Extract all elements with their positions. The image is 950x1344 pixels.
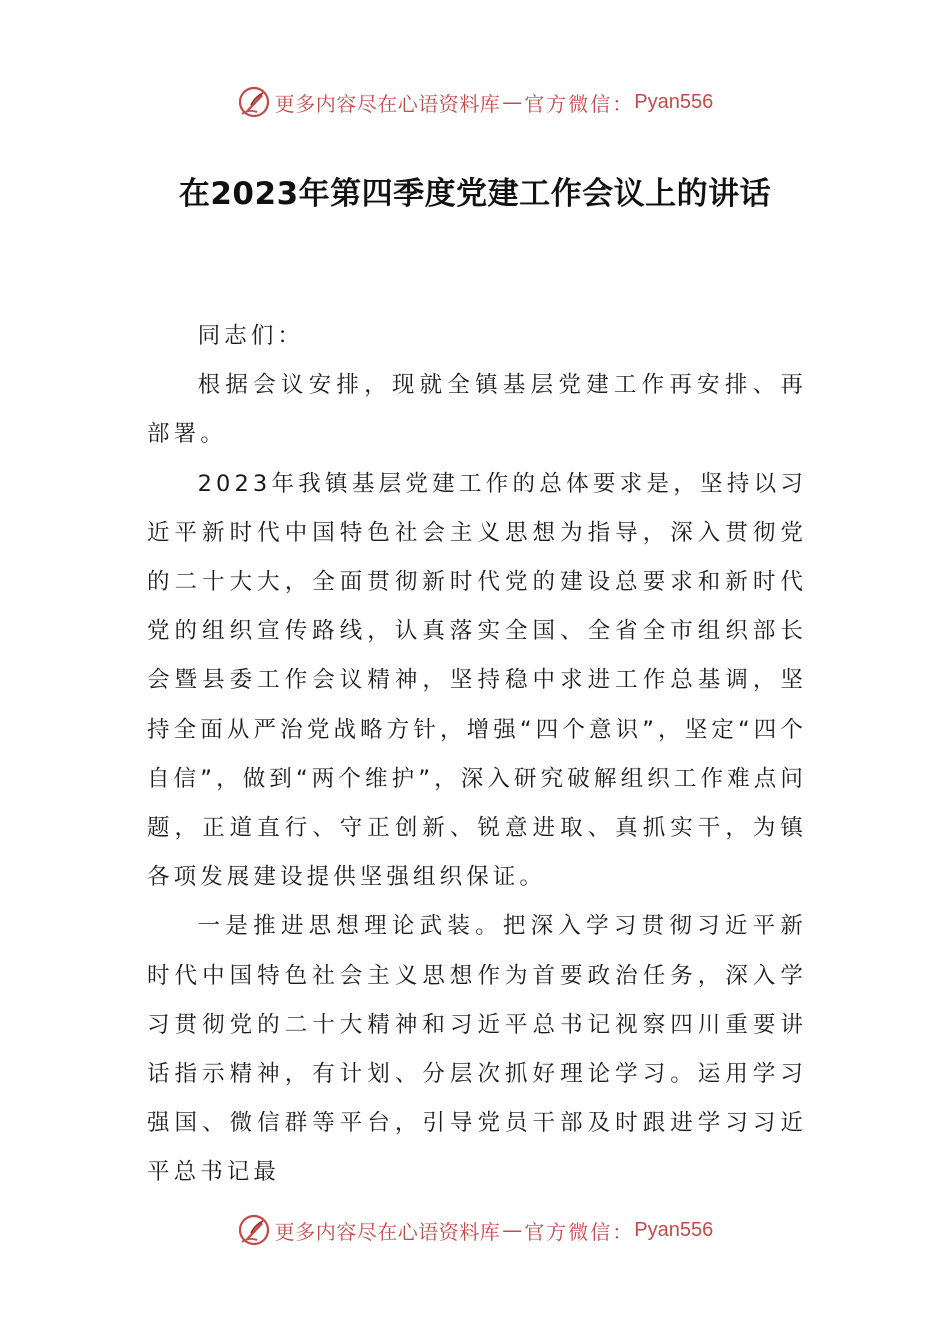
header-watermark-banner bbox=[0, 80, 950, 124]
quill-pen-logo-icon bbox=[237, 1213, 271, 1247]
paragraph-overall-requirements: 2023年我镇基层党建工作的总体要求是，坚持以习近平新时代中国特色社会主义思想为指导，深入贯彻党的二十大大，全面贯彻新时代党的建设总要求和新时代党的组织宣传路线，认真落实全国、全省全市组织部长会暨县委工作会议精神，坚持稳中求进工作总基调，坚持全面从严治党战略方针，增强“四个意识”，坚定“四个自信”，做到“两个维护”，深入研究破解组织工作难点问题，正道直行、守正创新、锐意进取、真抓实干，为镇各项发展建设提供坚强组织保证。 bbox=[147, 470, 807, 891]
footer-wechat-label: 官方微信： bbox=[524, 1219, 635, 1244]
footer-watermark-banner bbox=[0, 1208, 950, 1252]
header-wechat-id: Pyan556 bbox=[634, 90, 714, 113]
header-site-text: 更多内容尽在心语资料库 bbox=[274, 91, 501, 116]
footer-separator: — bbox=[502, 1218, 523, 1242]
document-title: 在2023年第四季度党建工作会议上的讲话 bbox=[178, 176, 772, 212]
footer-wechat-id: Pyan556 bbox=[634, 1218, 714, 1241]
document-body bbox=[147, 312, 807, 1198]
header-wechat-label: 官方微信： bbox=[524, 91, 635, 116]
paragraph-salutation: 同志们： bbox=[197, 323, 305, 349]
paragraph-point-one: 一是推进思想理论武装。把深入学习贯彻习近平新时代中国特色社会主义思想作为首要政治任务，深入学习贯彻党的二十大精神和习近平总书记视察四川重要讲话指示精神，有计划、分层次抓好理论学习。运用学习强国、微信群等平台，引导党员干部及时跟进学习习近平总书记最 bbox=[147, 913, 807, 1186]
footer-site-text: 更多内容尽在心语资料库 bbox=[274, 1219, 501, 1244]
paragraph-intro: 根据会议安排，现就全镇基层党建工作再安排、再部署。 bbox=[147, 372, 807, 448]
header-separator: — bbox=[502, 90, 523, 114]
quill-pen-logo-icon bbox=[237, 85, 271, 119]
